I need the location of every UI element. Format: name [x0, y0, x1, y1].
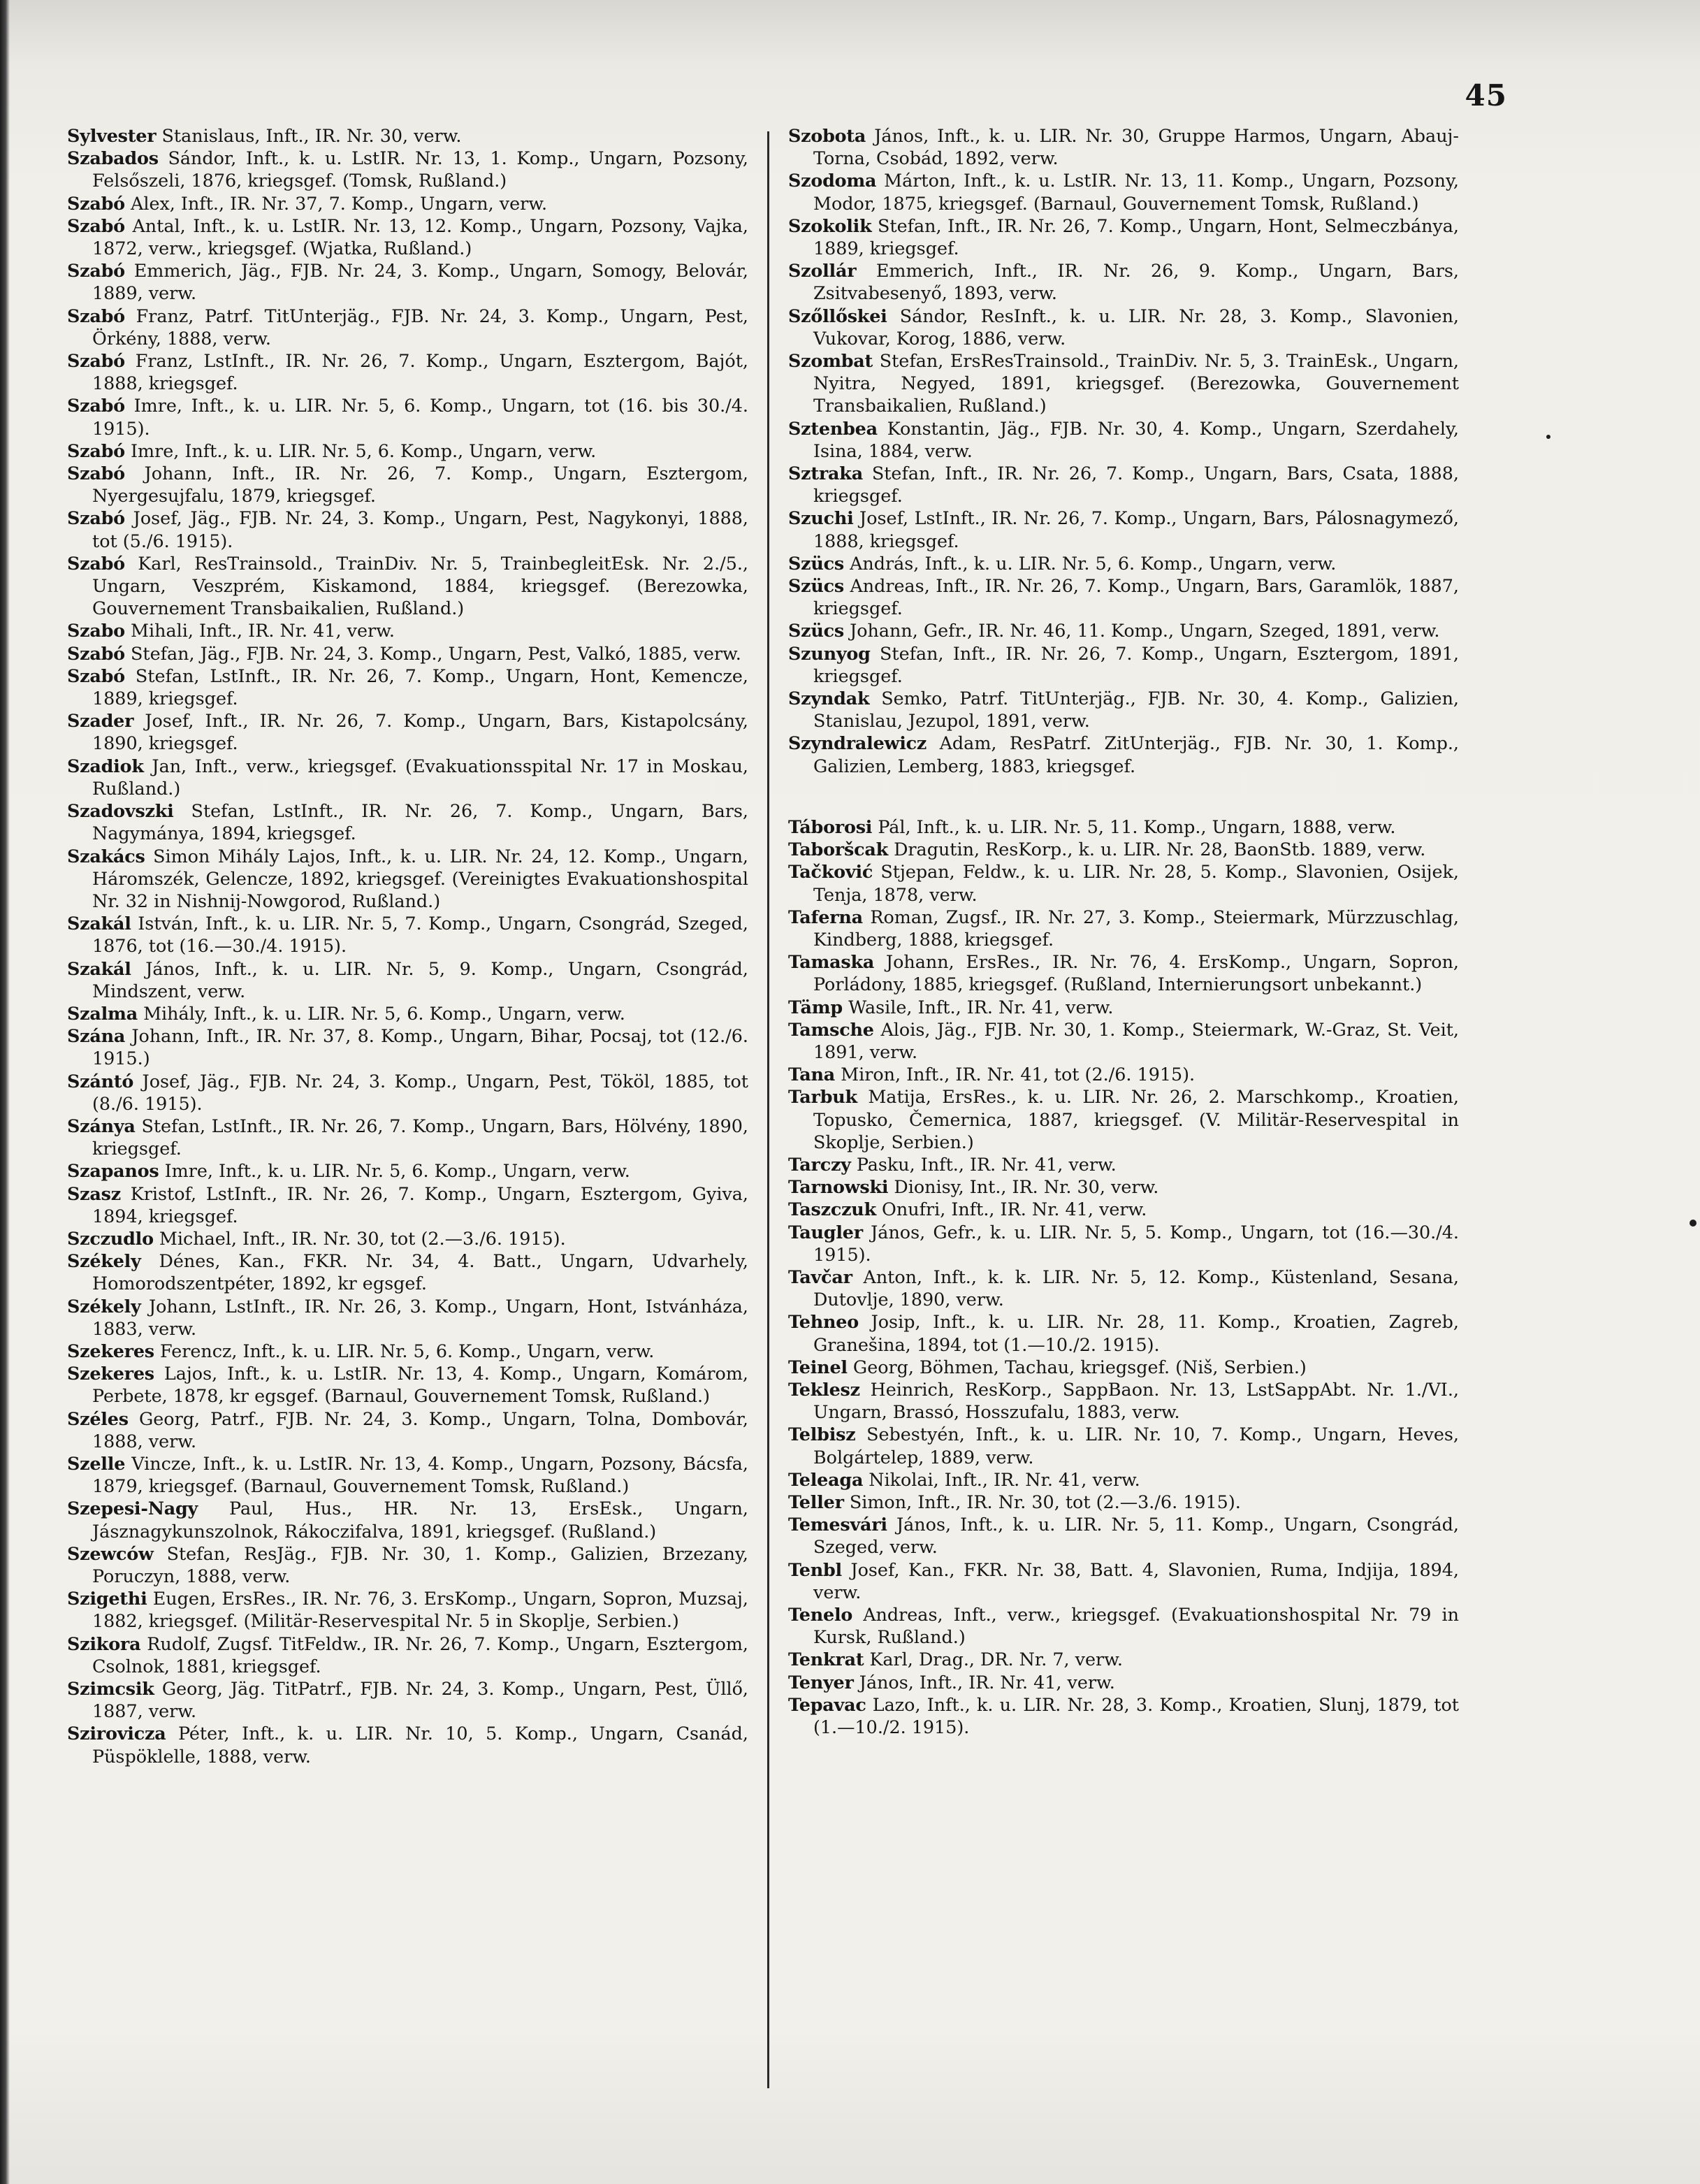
register-entry — [67, 394, 748, 439]
register-entry — [67, 192, 748, 215]
register-entry — [67, 845, 748, 913]
register-entry — [67, 619, 748, 642]
entry-surname: Tämp — [788, 996, 843, 1018]
entry-surname: Taszczuk — [788, 1199, 876, 1220]
register-entry — [67, 1677, 748, 1722]
register-entry — [67, 755, 748, 800]
entry-details: Dionisy, Int., IR. Nr. 30, verw. — [894, 1176, 1159, 1198]
entry-details: Michael, Inft., IR. Nr. 30, tot (2.—3./6. 1915). — [159, 1227, 566, 1249]
entry-surname: Szabo — [67, 620, 125, 642]
entry-details: Heinrich, ResKorp., SappBaon. Nr. 13, LstSappAbt. Nr. 1./VI., Ungarn, Brassó, Hosszufalu, 1883, verw. — [813, 1378, 1459, 1423]
page-number: 45 — [1465, 78, 1507, 113]
register-entry — [67, 1542, 748, 1587]
register-entry — [788, 1513, 1459, 1558]
entry-details: András, Inft., k. u. LIR. Nr. 5, 6. Komp., Ungarn, verw. — [850, 552, 1337, 574]
entry-details: János, Gefr., k. u. LIR. Nr. 5, 5. Komp., Ungarn, tot (16.—30./4. 1915). — [813, 1221, 1459, 1265]
entry-surname: Szőllőskei — [788, 305, 887, 326]
register-entry — [788, 950, 1459, 995]
entry-surname: Székely — [67, 1250, 141, 1272]
entry-details: Stefan, ErsResTrainsold., TrainDiv. Nr. 5, 3. TrainEsk., Ungarn, Nyitra, Negyed, 1891, kriegsgef. (Berezowka, Gouvernement Transbaikalien, Rußland.) — [813, 350, 1459, 417]
entry-details: Stefan, LstInft., IR. Nr. 26, 7. Komp., Ungarn, Bars, Hölvény, 1890, kriegsgef. — [92, 1115, 748, 1159]
entry-surname: Szakács — [67, 845, 145, 867]
entry-details: Stefan, Jäg., FJB. Nr. 24, 3. Komp., Ungarn, Pest, Valkó, 1885, verw. — [130, 642, 741, 664]
entry-surname: Sztenbea — [788, 417, 878, 439]
register-entry — [67, 1633, 748, 1677]
register-entry — [67, 1452, 748, 1497]
entry-details: Sándor, ResInft., k. u. LIR. Nr. 28, 3. Komp., Slavonien, Vukovar, Korog, 1886, verw. — [813, 305, 1460, 349]
entry-surname: Szader — [67, 710, 134, 732]
register-entry — [67, 957, 748, 1002]
entry-details: János, Inft., k. u. LIR. Nr. 30, Gruppe Harmos, Ungarn, Abauj-Torna, Csobád, 1892, verw. — [813, 125, 1459, 169]
entry-surname: Szewców — [67, 1542, 154, 1564]
register-entry — [788, 124, 1459, 169]
register-entry — [67, 215, 748, 259]
entry-surname: Szollár — [788, 260, 857, 282]
entry-surname: Szyndak — [788, 688, 870, 709]
entry-details: Péter, Inft., k. u. LIR. Nr. 10, 5. Komp., Ungarn, Csanád, Püspöklelle, 1888, verw. — [92, 1723, 748, 1767]
entry-surname: Tamaska — [788, 951, 875, 973]
entry-surname: Szyndralewicz — [788, 732, 927, 754]
register-entry — [67, 552, 748, 620]
register-entry — [788, 906, 1459, 950]
entry-surname: Tenkrat — [788, 1649, 864, 1670]
entry-details: Stefan, Inft., IR. Nr. 26, 7. Komp., Ungarn, Hont, Selmeczbánya, 1889, kriegsgef. — [813, 215, 1459, 259]
entry-details: Georg, Jäg. TitPatrf., FJB. Nr. 24, 3. Komp., Ungarn, Pest, Üllő, 1887, verw. — [92, 1678, 748, 1722]
entry-details: Josef, LstInft., IR. Nr. 26, 7. Komp., Ungarn, Bars, Pálosnagymező, 1888, kriegsgef. — [813, 507, 1459, 551]
entry-surname: Szána — [67, 1025, 126, 1047]
entry-details: János, Inft., k. u. LIR. Nr. 5, 9. Komp., Ungarn, Csongrád, Mindszent, verw. — [92, 957, 748, 1001]
register-entry — [788, 1018, 1459, 1063]
entry-surname: Szabó — [67, 552, 125, 574]
entry-surname: Szabados — [67, 147, 159, 169]
entry-details: Pál, Inft., k. u. LIR. Nr. 5, 11. Komp., Ungarn, 1888, verw. — [878, 816, 1396, 837]
entry-surname: Szirovicza — [67, 1723, 166, 1744]
entry-details: Roman, Zugsf., IR. Nr. 27, 3. Komp., Steiermark, Mürzzuschlag, Kindberg, 1888, kriegsgef. — [813, 906, 1459, 950]
register-entry — [788, 732, 1459, 776]
entry-surname: Tehneo — [788, 1311, 859, 1333]
register-entry — [67, 147, 748, 191]
entry-surname: Szabó — [67, 665, 125, 686]
entry-details: Anton, Inft., k. k. LIR. Nr. 5, 12. Komp., Küstenland, Sesana, Dutovlje, 1890, verw. — [813, 1266, 1459, 1310]
entry-surname: Szabó — [67, 215, 125, 236]
entry-details: Pasku, Inft., IR. Nr. 41, verw. — [856, 1153, 1117, 1175]
page-edge-shadow — [0, 0, 10, 2184]
entries-group-s — [788, 124, 1459, 777]
entry-surname: Taferna — [788, 906, 863, 927]
entry-details: Márton, Inft., k. u. LstIR. Nr. 13, 11. Komp., Ungarn, Pozsony, Modor, 1875, kriegsgef. (Barnaul, Gouvernement Tomsk, Rußland.) — [813, 170, 1459, 214]
register-entry — [67, 1497, 748, 1542]
entry-surname: Szokolik — [788, 215, 872, 236]
column-divider — [767, 131, 769, 2088]
scan-speck — [1690, 1220, 1697, 1227]
entry-surname: Szánya — [67, 1115, 136, 1136]
register-entry — [67, 440, 748, 462]
entry-surname: Temesvári — [788, 1514, 887, 1535]
register-entry — [788, 552, 1459, 574]
register-entry — [67, 912, 748, 957]
register-entry — [788, 1085, 1459, 1153]
entry-details: Miron, Inft., IR. Nr. 41, tot (2./6. 1915). — [841, 1064, 1196, 1085]
entry-details: Stefan, ResJäg., FJB. Nr. 30, 1. Komp., Galizien, Brzezany, Poruczyn, 1888, verw. — [92, 1542, 748, 1586]
entry-details: Antal, Inft., k. u. LstIR. Nr. 13, 12. Komp., Ungarn, Pozsony, Vajka, 1872, verw., kriegsgef. (Wjatka, Rußland.) — [92, 215, 748, 259]
register-entry — [67, 1227, 748, 1250]
entry-surname: Szabó — [67, 305, 125, 326]
register-entry — [788, 1671, 1459, 1693]
entry-surname: Sztraka — [788, 463, 863, 484]
register-entry — [788, 1063, 1459, 1085]
entry-details: Josef, Kan., FKR. Nr. 38, Batt. 4, Slavonien, Ruma, Indjija, 1894, verw. — [813, 1559, 1460, 1603]
register-entry — [788, 462, 1459, 507]
register-entry — [788, 1603, 1459, 1648]
entry-details: Josef, Jäg., FJB. Nr. 24, 3. Komp., Ungarn, Pest, Tököl, 1885, tot (8./6. 1915). — [92, 1070, 748, 1114]
entry-surname: Székely — [67, 1295, 141, 1317]
entry-surname: Szabó — [67, 507, 125, 529]
entry-surname: Tarbuk — [788, 1086, 857, 1108]
register-entry — [67, 1722, 748, 1767]
entry-details: Eugen, ErsRes., IR. Nr. 76, 3. ErsKomp., Ungarn, Sopron, Muzsaj, 1882, kriegsgef. (Militär-Reservespital Nr. 5 in Skoplje, Serbien.) — [92, 1588, 748, 1632]
entry-surname: Tarczy — [788, 1153, 851, 1175]
entry-surname: Teleaga — [788, 1468, 864, 1490]
register-entry — [67, 1362, 748, 1407]
entry-surname: Szimcsik — [67, 1678, 154, 1700]
entry-details: István, Inft., k. u. LIR. Nr. 5, 7. Komp., Ungarn, Csongrád, Szeged, 1876, tot (16.—30./4. 1915). — [92, 913, 748, 957]
register-entry — [788, 1378, 1459, 1423]
entry-details: Lajos, Inft., k. u. LstIR. Nr. 13, 4. Komp., Ungarn, Komárom, Perbete, 1878, kr egsgef. (Barnaul, Gouvernement Tomsk, Rußland.) — [92, 1363, 748, 1407]
register-entry — [67, 462, 748, 507]
register-entry — [67, 1295, 748, 1340]
entry-details: Franz, Patrf. TitUnterjäg., FJB. Nr. 24, 3. Komp., Ungarn, Pest, Örkény, 1888, verw. — [92, 305, 748, 349]
entry-surname: Tenyer — [788, 1671, 854, 1693]
register-entry — [67, 800, 748, 844]
register-entry — [788, 1356, 1459, 1378]
register-entry — [788, 642, 1459, 687]
register-entry — [788, 619, 1459, 642]
entry-surname: Szabó — [67, 192, 125, 214]
entry-details: Jan, Inft., verw., kriegsgef. (Evakuationsspital Nr. 17 in Moskau, Rußland.) — [92, 755, 748, 799]
register-entry — [788, 1423, 1459, 1468]
entry-surname: Tarnowski — [788, 1176, 889, 1198]
entry-details: Nikolai, Inft., IR. Nr. 41, verw. — [869, 1468, 1140, 1490]
register-entry — [788, 838, 1459, 860]
register-entry — [788, 169, 1459, 214]
register-entry — [67, 1070, 748, 1115]
register-entry — [67, 507, 748, 551]
section-gap — [788, 777, 1459, 816]
entry-surname: Szigethi — [67, 1588, 147, 1610]
entry-surname: Szadiok — [67, 755, 144, 776]
entry-details: Sándor, Inft., k. u. LstIR. Nr. 13, 1. Komp., Ungarn, Pozsony, Felsőszeli, 1876, kriegsgef. (Tomsk, Rußland.) — [92, 147, 748, 191]
entry-surname: Teinel — [788, 1356, 848, 1377]
entry-details: Onufri, Inft., IR. Nr. 41, verw. — [882, 1199, 1147, 1220]
register-entry — [67, 709, 748, 754]
entry-details: Johann, LstInft., IR. Nr. 26, 3. Komp., Ungarn, Hont, Istvánháza, 1883, verw. — [92, 1295, 748, 1339]
entry-details: Andreas, Inft., verw., kriegsgef. (Evakuationshospital Nr. 79 in Kursk, Rußland.) — [813, 1604, 1459, 1648]
entry-surname: Széles — [67, 1408, 129, 1429]
entry-surname: Szücs — [788, 620, 844, 642]
entry-details: Mihali, Inft., IR. Nr. 41, verw. — [130, 620, 395, 642]
register-entry — [67, 1587, 748, 1632]
register-entry — [788, 687, 1459, 732]
entry-surname: Szabó — [67, 350, 125, 372]
register-entry — [788, 1221, 1459, 1266]
entry-details: Emmerich, Jäg., FJB. Nr. 24, 3. Komp., Ungarn, Somogy, Belovár, 1889, verw. — [92, 260, 748, 304]
entry-details: Emmerich, Inft., IR. Nr. 26, 9. Komp., Ungarn, Bars, Zsitvabesenyő, 1893, verw. — [813, 260, 1459, 304]
register-entry — [67, 349, 748, 394]
entry-surname: Tepavac — [788, 1693, 866, 1715]
register-entry — [67, 642, 748, 665]
entry-details: Josef, Jäg., FJB. Nr. 24, 3. Komp., Ungarn, Pest, Nagykonyi, 1888, tot (5./6. 1915). — [92, 507, 748, 551]
entry-details: Adam, ResPatrf. ZitUnterjäg., FJB. Nr. 30, 1. Komp., Galizien, Lemberg, 1883, kriegsgef. — [813, 732, 1459, 776]
entry-surname: Tamsche — [788, 1018, 874, 1040]
entry-surname: Szabó — [67, 395, 125, 417]
entry-surname: Szapanos — [67, 1160, 159, 1182]
register-entry — [788, 1266, 1459, 1310]
entry-details: Simon Mihály Lajos, Inft., k. u. LIR. Nr. 24, 12. Komp., Ungarn, Háromszék, Gelencze, 1892, kriegsgef. (Vereinigtes Evakuationshospital Nr. 32 in Nishnij-Nowgorod, Rußland.) — [92, 845, 748, 911]
entry-details: Imre, Inft., k. u. LIR. Nr. 5, 6. Komp., Ungarn, verw. — [164, 1160, 630, 1182]
entry-details: János, Inft., IR. Nr. 41, verw. — [859, 1671, 1115, 1693]
entry-surname: Teklesz — [788, 1378, 860, 1400]
entry-details: Alex, Inft., IR. Nr. 37, 7. Komp., Ungarn, verw. — [130, 192, 548, 214]
entry-details: Karl, Drag., DR. Nr. 7, verw. — [869, 1649, 1123, 1670]
register-entry — [67, 124, 748, 147]
register-entry — [788, 1491, 1459, 1513]
entry-surname: Szücs — [788, 552, 844, 574]
entry-surname: Szabó — [67, 440, 125, 461]
entry-details: Stefan, LstInft., IR. Nr. 26, 7. Komp., Ungarn, Bars, Nagymánya, 1894, kriegsgef. — [92, 800, 748, 844]
entry-surname: Tačković — [788, 861, 873, 883]
register-entry — [67, 1340, 748, 1362]
entry-details: Imre, Inft., k. u. LIR. Nr. 5, 6. Komp., Ungarn, verw. — [130, 440, 597, 461]
entry-surname: Szekeres — [67, 1340, 154, 1361]
entry-surname: Szabó — [67, 260, 125, 282]
register-entry — [788, 1176, 1459, 1198]
register-entry — [788, 1198, 1459, 1220]
register-entry — [788, 1153, 1459, 1176]
left-column — [67, 124, 748, 1767]
register-entry — [788, 215, 1459, 259]
register-entry — [788, 574, 1459, 619]
register-entry — [788, 259, 1459, 304]
entry-details: Wasile, Inft., IR. Nr. 41, verw. — [848, 996, 1114, 1018]
register-entry — [67, 1159, 748, 1182]
register-entry — [67, 665, 748, 709]
register-entry — [67, 1002, 748, 1025]
register-entry — [788, 417, 1459, 462]
entry-details: Dénes, Kan., FKR. Nr. 34, 4. Batt., Ungarn, Udvarhely, Homorodszentpéter, 1892, kr egsgef. — [92, 1250, 748, 1294]
entry-details: Johann, Inft., IR. Nr. 26, 7. Komp., Ungarn, Esztergom, Nyergesujfalu, 1879, kriegsgef. — [92, 463, 748, 507]
register-entry — [67, 259, 748, 304]
entry-details: Stefan, LstInft., IR. Nr. 26, 7. Komp., Ungarn, Hont, Kemencze, 1889, kriegsgef. — [92, 665, 748, 709]
entry-details: Georg, Patrf., FJB. Nr. 24, 3. Komp., Ungarn, Tolna, Dombovár, 1888, verw. — [92, 1408, 748, 1452]
entry-details: János, Inft., k. u. LIR. Nr. 5, 11. Komp., Ungarn, Csongrád, Szeged, verw. — [813, 1514, 1459, 1558]
entry-surname: Szelle — [67, 1452, 126, 1474]
entry-surname: Telbisz — [788, 1424, 856, 1445]
register-entry — [788, 1310, 1459, 1355]
register-entry — [67, 1115, 748, 1159]
entry-details: Lazo, Inft., k. u. LIR. Nr. 28, 3. Komp., Kroatien, Slunj, 1879, tot (1.—10./2. 1915). — [813, 1693, 1459, 1738]
entry-surname: Szabó — [67, 463, 125, 484]
entry-surname: Sylvester — [67, 125, 157, 146]
entry-surname: Szepesi-Nagy — [67, 1498, 198, 1519]
entry-details: Alois, Jäg., FJB. Nr. 30, 1. Komp., Steiermark, W.-Graz, St. Veit, 1891, verw. — [813, 1018, 1459, 1062]
register-entry — [67, 1250, 748, 1294]
entry-surname: Szücs — [788, 575, 844, 597]
entry-details: Josip, Inft., k. u. LIR. Nr. 28, 11. Komp., Kroatien, Zagreb, Granešina, 1894, tot (1.—10./2. 1915). — [813, 1311, 1460, 1355]
entry-surname: Szakál — [67, 957, 131, 979]
entry-surname: Tenelo — [788, 1604, 853, 1625]
register-entry — [788, 305, 1459, 349]
entry-surname: Szántó — [67, 1070, 134, 1092]
entry-surname: Szakál — [67, 913, 131, 934]
register-entry — [788, 1648, 1459, 1670]
entry-details: Ferencz, Inft., k. u. LIR. Nr. 5, 6. Komp., Ungarn, verw. — [159, 1340, 655, 1361]
entry-surname: Szombat — [788, 350, 873, 372]
entry-surname: Szadovszki — [67, 800, 174, 822]
entry-details: Vincze, Inft., k. u. LstIR. Nr. 13, 4. Komp., Ungarn, Pozsony, Bácsfa, 1879, kriegsgef. (Barnaul, Gouvernement Tomsk, Rußland.) — [92, 1452, 748, 1497]
entry-details: Stanislaus, Inft., IR. Nr. 30, verw. — [161, 125, 462, 146]
register-entry — [788, 996, 1459, 1018]
right-column — [788, 124, 1459, 1738]
entry-details: Stefan, Inft., IR. Nr. 26, 7. Komp., Ungarn, Esztergom, 1891, kriegsgef. — [813, 642, 1459, 686]
entry-surname: Szalma — [67, 1002, 138, 1024]
entry-surname: Táborosi — [788, 816, 873, 837]
entry-details: Matija, ErsRes., k. u. LIR. Nr. 26, 2. Marschkomp., Kroatien, Topusko, Čemernica, 1887, kriegsgef. (V. Militär-Reservespital in Skoplje, Serbien.) — [813, 1086, 1459, 1152]
entry-details: Franz, LstInft., IR. Nr. 26, 7. Komp., Ungarn, Esztergom, Bajót, 1888, kriegsgef. — [92, 350, 748, 394]
register-entry — [788, 349, 1459, 417]
register-entry — [67, 1408, 748, 1452]
register-entry — [788, 1693, 1459, 1738]
entry-surname: Teller — [788, 1491, 844, 1512]
entry-details: Stefan, Inft., IR. Nr. 26, 7. Komp., Ungarn, Bars, Csata, 1888, kriegsgef. — [813, 463, 1459, 507]
entry-surname: Szuchi — [788, 507, 854, 529]
register-entry — [67, 1025, 748, 1069]
entry-surname: Szunyog — [788, 642, 871, 664]
entries-group-t — [788, 816, 1459, 1738]
entry-surname: Szobota — [788, 125, 866, 146]
entry-surname: Taboršcak — [788, 839, 888, 860]
register-entry — [788, 507, 1459, 551]
register-entry — [788, 860, 1459, 905]
register-entry — [788, 1468, 1459, 1491]
entry-details: Karl, ResTrainsold., TrainDiv. Nr. 5, TrainbegleitEsk. Nr. 2./5., Ungarn, Veszprém, Kiskamond, 1884, kriegsgef. (Berezowka, Gouvernement Transbaikalien, Rußland.) — [92, 552, 748, 619]
entry-surname: Szasz — [67, 1183, 121, 1204]
entry-details: Sebestyén, Inft., k. u. LIR. Nr. 10, 7. Komp., Ungarn, Heves, Bolgártelep, 1889, verw. — [813, 1424, 1459, 1468]
entry-details: Semko, Patrf. TitUnterjäg., FJB. Nr. 30, 4. Komp., Galizien, Stanislau, Jezupol, 1891, verw. — [813, 688, 1460, 732]
register-entry — [67, 1183, 748, 1227]
register-entry — [788, 1559, 1459, 1603]
entry-details: Konstantin, Jäg., FJB. Nr. 30, 4. Komp., Ungarn, Szerdahely, Isina, 1884, verw. — [813, 417, 1459, 461]
scan-speck — [1546, 435, 1550, 439]
entry-details: Stjepan, Feldw., k. u. LIR. Nr. 28, 5. Komp., Slavonien, Osijek, Tenja, 1878, verw. — [813, 861, 1460, 905]
entry-surname: Tenbl — [788, 1559, 842, 1580]
register-entry — [788, 816, 1459, 838]
entry-details: Johann, Inft., IR. Nr. 37, 8. Komp., Ungarn, Bihar, Pocsaj, tot (12./6. 1915.) — [92, 1025, 748, 1069]
entry-details: Kristof, LstInft., IR. Nr. 26, 7. Komp., Ungarn, Esztergom, Gyiva, 1894, kriegsgef. — [92, 1183, 748, 1227]
entry-surname: Szodoma — [788, 170, 877, 191]
entry-details: Georg, Böhmen, Tachau, kriegsgef. (Niš, Serbien.) — [852, 1356, 1307, 1377]
entry-surname: Szabó — [67, 642, 125, 664]
entry-details: Johann, ErsRes., IR. Nr. 76, 4. ErsKomp., Ungarn, Sopron, Porládony, 1885, kriegsgef. (Rußland, Internierungsort unbekannt.) — [813, 951, 1459, 995]
register-entry — [67, 305, 748, 349]
entry-surname: Szikora — [67, 1633, 141, 1654]
entry-details: Imre, Inft., k. u. LIR. Nr. 5, 6. Komp., Ungarn, tot (16. bis 30./4. 1915). — [92, 395, 748, 439]
entry-details: Simon, Inft., IR. Nr. 30, tot (2.—3./6. 1915). — [849, 1491, 1241, 1512]
entry-surname: Tana — [788, 1064, 836, 1085]
entry-details: Andreas, Inft., IR. Nr. 26, 7. Komp., Ungarn, Bars, Garamlök, 1887, kriegsgef. — [813, 575, 1459, 619]
entry-surname: Szekeres — [67, 1363, 154, 1384]
entry-surname: Tavčar — [788, 1266, 852, 1287]
entry-details: Paul, Hus., HR. Nr. 13, ErsEsk., Ungarn, Jásznagykunszolnok, Rákoczifalva, 1891, kriegsgef. (Rußland.) — [92, 1498, 748, 1542]
entry-surname: Szczudlo — [67, 1227, 154, 1249]
entry-details: Josef, Inft., IR. Nr. 26, 7. Komp., Ungarn, Bars, Kistapolcsány, 1890, kriegsgef. — [92, 710, 748, 754]
entry-details: Mihály, Inft., k. u. LIR. Nr. 5, 6. Komp., Ungarn, verw. — [143, 1002, 625, 1024]
entry-details: Johann, Gefr., IR. Nr. 46, 11. Komp., Ungarn, Szeged, 1891, verw. — [850, 620, 1440, 642]
entry-details: Dragutin, ResKorp., k. u. LIR. Nr. 28, BaonStb. 1889, verw. — [894, 839, 1426, 860]
entry-surname: Taugler — [788, 1221, 863, 1243]
entry-details: Rudolf, Zugsf. TitFeldw., IR. Nr. 26, 7. Komp., Ungarn, Esztergom, Csolnok, 1881, kriegsgef. — [92, 1633, 748, 1677]
